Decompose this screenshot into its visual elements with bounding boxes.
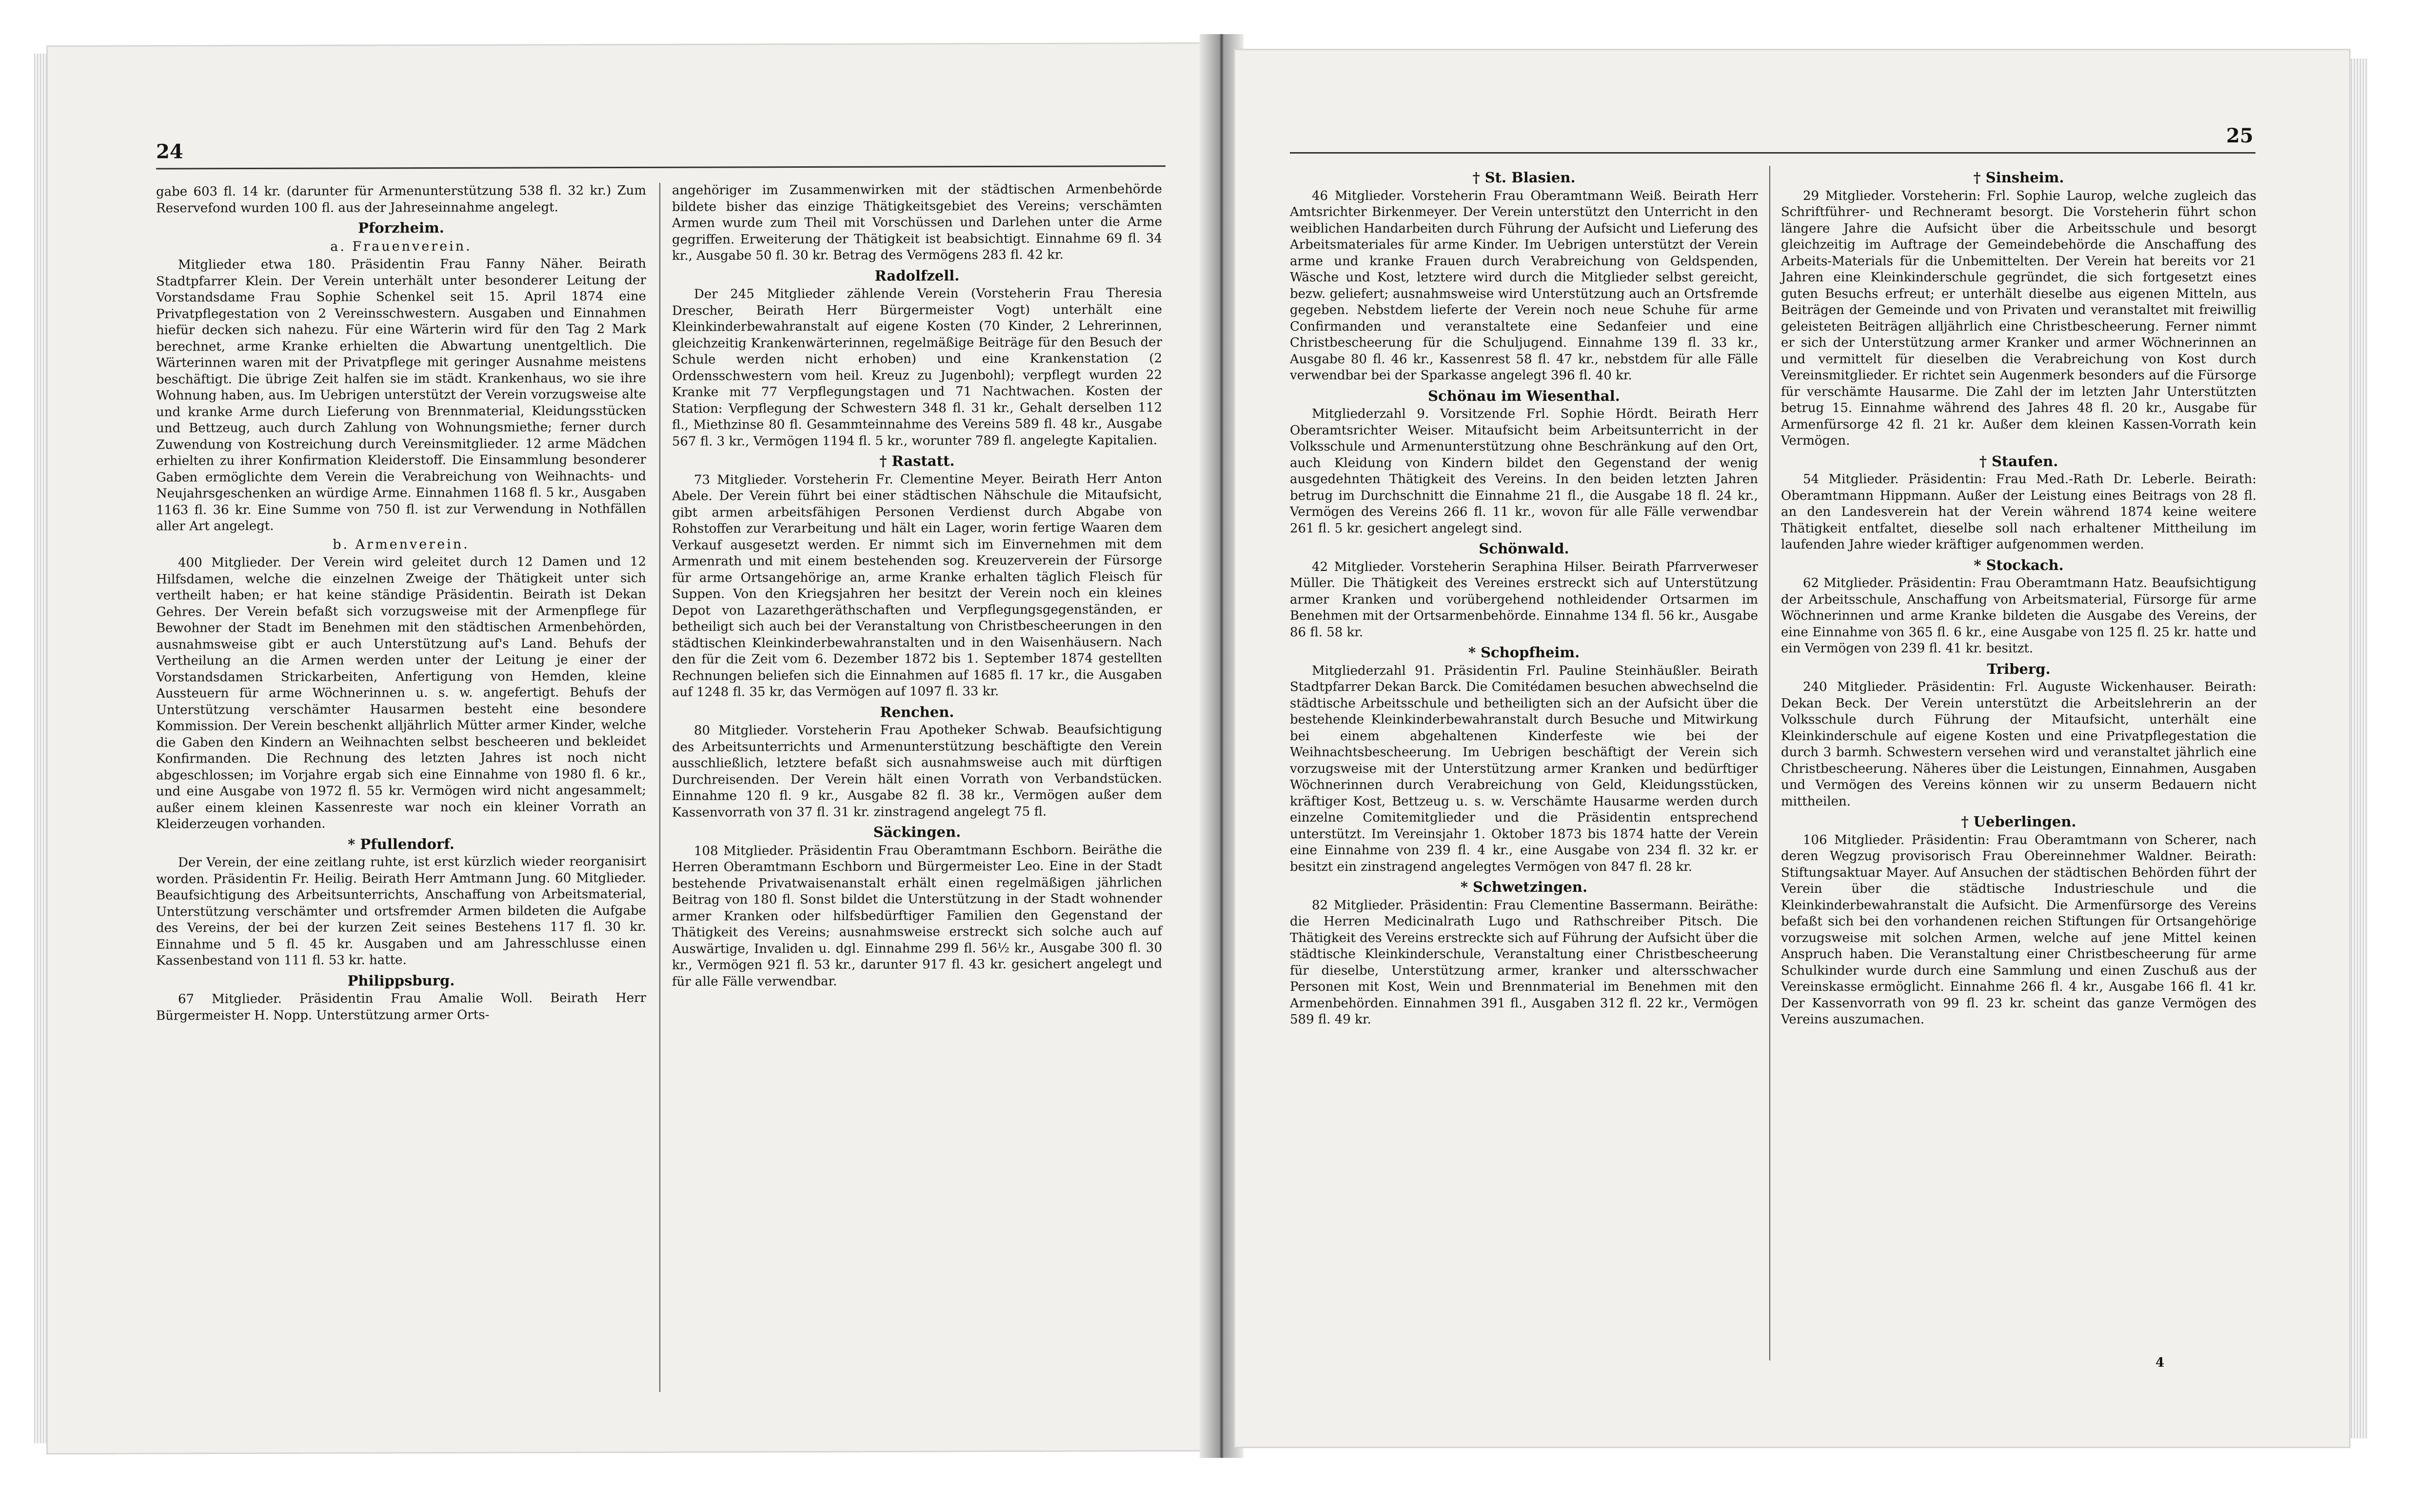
section-heading: a. Frauenverein. (330, 238, 472, 255)
section-heading: * Schwetzingen. (1460, 879, 1588, 895)
section-heading: Pforzheim. (358, 219, 444, 236)
paragraph: angehöriger im Zusammenwirken mit der städtischen Armenbehörde bildete bisher das einzige Thätigkeitsgebiet des Vereins; verschämten Armen wurde zum Theil mit Vorschüssen und Darlehen unter die Arme gegriffen. Erweiterung der Thätigkeit ist beabsichtigt. Einnahme 69 fl. 34 kr., Ausgabe 50 fl. 30 kr. Betrag des Vermögens 283 fl. 42 kr. (672, 182, 1162, 263)
page-number-left: 24 (156, 140, 183, 163)
left-page (46, 42, 1209, 1454)
paragraph: gabe 603 fl. 14 kr. (darunter für Armenunterstützung 538 fl. 32 kr.) Zum Reservefond wurden 100 fl. aus der Jahreseinnahme angelegt. (156, 183, 646, 216)
section-heading: Radolfzell. (874, 267, 960, 284)
section-heading: * Stockach. (1974, 556, 2064, 573)
paragraph: Mitgliederzahl 91. Präsidentin Frl. Pauline Steinhäußler. Beirath Stadtpfarrer Dekan Barck. Die Comitédamen besuchen abwechselnd die städtische Arbeitsschule und betheiligten sich an der Aufsicht über die bestehende Kleinkinderbewahranstalt durch Besuche und Mitwirkung bei einem abgehaltenen Kinderfeste wie bei der Weihnachtsbescheerung. Im Uebrigen beschäftigt der Verein sich vorzugsweise mit der Unterstützung armer Kranken und bedürftiger Wöchnerinnen durch Verabreichung von Geld, Kleidungsstücken, kräftiger Kost, Bettzeug u. s. w. Verschämte Hausarme werden durch einzelne Comitemitglieder und die Präsidentin entsprechend unterstützt. Im Vereinsjahr 1. Oktober 1873 bis 1874 hatte der Verein eine Einnahme von 239 fl. 4 kr., eine Ausgabe von 234 fl. 32 kr. er besitzt ein zinstragend angelegtes Vermögen von 847 fl. 28 kr. (1290, 663, 1758, 874)
right-column-1 (1290, 166, 1758, 1028)
section-heading: * Schopfheim. (1468, 644, 1580, 661)
paragraph: 106 Mitglieder. Präsidentin: Frau Oberamtmann von Scherer, nach deren Wegzug provisorisch Frau Obereinnehmer Waldner. Beirath: Stiftungsaktuar Mayer. Auf Ansuchen der städtischen Behörden führt der Verein über die städtische Industrieschule und die Kleinkinderbewahranstalt die Aufsicht. Die Armenfürsorge des Vereins befaßt sich bei den vorhandenen reichen Stiftungen für Ortsangehörige vorzugsweise mit solchen Armen, welche auf jene Mittel keinen Anspruch haben. Die Veranstaltung einer Christbescheerung für arme Schulkinder wurde durch eine Sammlung und einen Zuschuß aus der Vereinskasse ermöglicht. Einnahme 266 fl. 4 kr., Ausgabe 166 fl. 41 kr. Der Kassenvorrath von 99 fl. 23 kr. scheint das ganze Vermögen des Vereins auszumachen. (1781, 832, 2256, 1027)
section-heading: † Ueberlingen. (1961, 813, 2076, 830)
paragraph: 73 Mitglieder. Vorsteherin Fr. Clementine Meyer. Beirath Herr Anton Abele. Der Verein führt bei einer städtischen Nähschule die Mitaufsicht, gibt armen arbeitsfähigen Personen Verdienst durch Abgabe von Rohstoffen zur Verarbeitung und hält ein Lager, worin fertige Waaren dem Verkauf ausgesetzt werden. Er nimmt sich im Einvernehmen mit dem Armenrath und mit einem bestehenden sog. Kreuzerverein der Fürsorge für arme Ortsangehörige an, arme Kranke erhalten täglich Fleisch für Suppen. Von den Kriegsjahren her besitzt der Verein noch ein kleines Depot von Lazarethgeräthschaften und Verpflegungsgegenständen, er betheiligt sich auch bei der Veranstaltung von Christbescheerungen in den städtischen Kleinkinderbewahranstalten und in den Waisenhäusern. Nach den für die Zeit vom 6. Dezember 1872 bis 1. September 1874 gestellten Rechnungen beliefen sich die Einnahmen auf 1685 fl. 17 kr., die Ausgaben auf 1248 fl. 35 kr, das Vermögen auf 1097 fl. 33 kr. (672, 471, 1162, 700)
left-column-2 (672, 181, 1162, 990)
paragraph: 82 Mitglieder. Präsidentin: Frau Clementine Bassermann. Beiräthe: die Herren Medicinalrath Lugo und Rathschreiber Pitsch. Die Thätigkeit des Vereins erstreckte sich auf Führung der Aufsicht über die städtische Kleinkinderschule, Veranstaltung einer Christbescheerung für dieselbe, Unterstützung armer, kranker und altersschwacher Personen mit Kost, Wein und Brennmaterial im Benehmen mit den Armenbehörden. Einnahmen 391 fl., Ausgaben 312 fl. 22 kr., Vermögen 589 fl. 49 kr. (1290, 898, 1758, 1027)
paragraph: 80 Mitglieder. Vorsteherin Frau Apotheker Schwab. Beaufsichtigung des Arbeitsunterrichts und Armenunterstützung beschäftigte den Verein ausschließlich, letztere befaßt sich ausnahmsweise auch mit dürftigen Durchreisenden. Der Verein hält einen Vorrath von Verbandstücken. Einnahme 120 fl. 9 kr., Ausgabe 82 fl. 38 kr., Vermögen außer dem Kassenvorrath von 37 fl. 31 kr. zinstragend angelegt 75 fl. (672, 722, 1162, 820)
paragraph: 46 Mitglieder. Vorsteherin Frau Oberamtmann Weiß. Beirath Herr Amtsrichter Birkenmeyer. Der Verein unterstützt den Unterricht in den weiblichen Handarbeiten durch Führung der Aufsicht und Lieferung des Arbeitsmateriales für arme Kinder. Im Uebrigen unterstützt der Verein arme und kranke Frauen durch Verabreichung von Geldspenden, Wäsche und Kost, letztere wird durch die Mitglieder selbst gereicht, bezw. geliefert; ausnahmsweise wird Unterstützung auch an Ortsfremde gegeben. Nebstdem lieferte der Verein noch neue Schuhe für arme Confirmanden und veranstaltete eine Sedanfeier und eine Christbescheerung für die Schuljugend. Einnahme 139 fl. 33 kr., Ausgabe 80 fl. 46 kr., Kassenrest 58 fl. 47 kr., nebstdem für alle Fälle verwendbar bei der Sparkasse angelegt 396 fl. 40 kr. (1290, 188, 1758, 383)
section-heading: * Pfullendorf. (348, 835, 455, 853)
column-divider-right (1769, 166, 1770, 1360)
paragraph: 400 Mitglieder. Der Verein wird geleitet durch 12 Damen und 12 Hilfsdamen, welche die einzelnen Zweige der Thätigkeit unter sich vertheilt haben; er hat keine ständige Präsidentin. Beirath ist Dekan Gehres. Der Verein befaßt sich vorzugsweise mit der Armenpflege für Bewohner der Stadt im Benehmen mit den städtischen Armenbehörden, ausnahmsweise gibt er auch Unterstützung auf's Land. Behufs der Vertheilung an die Armen werden unter der Leitung je einer der Vorstandsdamen Strickarbeiten, Anfertigung von Hemden, kleine Aussteuern für arme Wöchnerinnen u. s. w. angefertigt. Behufs der Unterstützung verschämter Hausarmen besteht eine besondere Kommission. Der Verein beschenkt alljährlich Mütter armer Kinder, welche die Gaben den Kindern an Weihnachten selbst bescheeren und bekleidet Konfirmanden. Die Rechnung des letzten Jahres ist noch nicht abgeschlossen; im Vorjahre ergab sich eine Einnahme von 1980 fl. 6 kr., und eine Ausgabe von 1972 fl. 55 kr. Vermögen wird nicht angesammelt; außer einem kleinen Kassenreste war noch ein kleiner Vorrath an Kleiderzeugen vorhanden. (156, 554, 646, 832)
section-heading: Säckingen. (873, 824, 961, 841)
left-column-1 (156, 183, 646, 1024)
section-heading: Philippsburg. (347, 972, 455, 989)
section-heading: Renchen. (880, 703, 954, 721)
right-page-edges (2348, 59, 2368, 1438)
paragraph: Mitgliederzahl 9. Vorsitzende Frl. Sophie Hördt. Beirath Herr Oberamtsrichter Weiser. Mitaufsicht beim Arbeitsunterricht in der Volksschule und Armenunterstützung ohne Beschränkung auf den Ort, auch Kleidung von Kindern bildet den Gegenstand der wenig ausgedehnten Thätigkeit des Vereins. In den beiden letzten Jahren betrug im Durchschnitt die Einnahme 21 fl., die Ausgabe 18 fl. 24 kr., Vermögen des Vereins 266 fl. 11 kr., wovon für alle Fälle verwendbar 261 fl. 5 kr. gesichert angelegt sind. (1290, 407, 1758, 536)
column-divider-left (659, 183, 660, 1392)
header-rule-right (1290, 152, 2255, 154)
paragraph: Mitglieder etwa 180. Präsidentin Frau Fanny Näher. Beirath Stadtpfarrer Klein. Der Verein unterhält unter besonderer Leitung der Vorstandsdame Frau Sophie Schenkel seit 15. April 1874 eine Privatpflegestation von 2 Vereinsschwestern. Ausgaben und Einnahmen hiefür decken sich nahezu. Für eine Wärterin wird für den Tag 2 Mark berechnet, arme Kranke erhielten die Abwartung unentgeltlich. Die Wärterinnen waren mit der Privatpflege mit geringer Ausnahme meistens beschäftigt. Die übrige Zeit halfen sie im städt. Krankenhaus, wo sie ihre Wohnung haben, aus. Im Uebrigen unterstützt der Verein vorzugsweise alte und kranke Arme durch Lieferung von Brennmaterial, Kleidungsstücken und Bettzeug, auch durch Zahlung von Wohnungsmiethe; ferner durch Zuwendung von Kostreichung durch Vereinsmitglieder. 12 arme Mädchen erhielten zu ihrer Konfirmation Kleiderstoff. Die Einsammlung besonderer Gaben ermöglichte dem Verein die Verabreichung von Weihnachts- und Neujahrsgeschenken an würdige Arme. Einnahmen 1168 fl. 5 kr., Ausgaben 1163 fl. 36 kr. Eine Summe von 750 fl. ist zur Verwendung in Nothfällen aller Art angelegt. (156, 256, 646, 534)
section-heading: Schönwald. (1479, 540, 1569, 557)
section-heading: b. Armenverein. (333, 536, 470, 552)
page-number-right: 25 (2226, 124, 2254, 147)
section-heading: Schönau im Wiesenthal. (1428, 387, 1620, 404)
section-heading: Triberg. (1987, 660, 2051, 677)
section-heading: † Sinsheim. (1973, 169, 2064, 186)
right-page (1234, 49, 2351, 1448)
paragraph: 29 Mitglieder. Vorsteherin: Frl. Sophie Laurop, welche zugleich das Schriftführer- und Rechneramt besorgt. Die Vorsteherin führt schon längere Jahre die Aufsicht über die Arbeitsschule und besorgt gleichzeitig im Auftrage der Gemeindebehörde die Anschaffung des Arbeits-Materials für die Unbemittelten. Der Verein hat bereits vor 21 Jahren eine Kleinkinderschule gegründet, die sich fortgesetzt eines guten Besuchs erfreut; er unterhält dieselbe aus eigenen Mitteln, aus Beiträgen der Gemeinde und von Privaten und veranstaltet mit freiwillig geleisteten Beiträgen alljährlich eine Christbescheerung. Ferner nimmt er sich der Unterstützung armer Kranker und armer Wöchnerinnen an und vermittelt für dieselben die Verabreichung von Kost durch Vereinsmitglieder. Er richtet sein Augenmerk besonders auf die Fürsorge für verschämte Hausarme. Die Zahl der im letzten Jahr Unterstützten betrug 15. Einnahme während des Jahres 48 fl. 20 kr., Ausgabe für Armenfürsorge 42 fl. 21 kr. Außer dem kleinen Kassen-Vorrath kein Vermögen. (1781, 188, 2256, 448)
signature-mark: 4 (2155, 1355, 2165, 1370)
paragraph: 42 Mitglieder. Vorsteherin Seraphina Hilser. Beirath Pfarrverweser Müller. Die Thätigkeit des Vereines erstreckt sich auf Unterstützung armer Kranken und vorübergehend nothleidender Ortsarmen im Benehmen mit der Ortsarmenbehörde. Einnahme 134 fl. 56 kr., Ausgabe 86 fl. 58 kr. (1290, 559, 1758, 640)
section-heading: † St. Blasien. (1472, 169, 1576, 186)
paragraph: 62 Mitglieder. Präsidentin: Frau Oberamtmann Hatz. Beaufsichtigung der Arbeitsschule, Anschaffung von Arbeitsmaterial, Fürsorge für arme Wöchnerinnen und arme Kranke bildeten die Ausgabe des Vereins, der eine Einnahme von 365 fl. 6 kr., eine Ausgabe von 125 fl. 25 kr. hatte und ein Vermögen von 239 fl. 41 kr. besitzt. (1781, 576, 2256, 656)
section-heading: † Staufen. (1979, 452, 2058, 470)
paragraph: Der 245 Mitglieder zählende Verein (Vorsteherin Frau Theresia Drescher, Beirath Herr Bürgermeister Vogt) unterhält eine Kleinkinderbewahranstalt auf eigene Kosten (70 Kinder, 2 Lehrerinnen, gleichzeitig Krankenwärterinnen, regelmäßige Beiträge für den Besuch der Schule werden nicht erhoben) und eine Krankenstation (2 Ordensschwestern vom heil. Kreuz zu Jugenbohl); verpflegt wurden 22 Kranke mit 77 Verpflegungstagen und 71 Nachtwachen. Kosten der Station: Verpflegung der Schwestern 348 fl. 31 kr., Gehalt derselben 112 fl., Miethzinse 80 fl. Gesammteinnahme des Vereins 589 fl. 48 kr., Ausgabe 567 fl. 3 kr., Vermögen 1194 fl. 5 kr., worunter 789 fl. angelegte Kapitalien. (672, 286, 1162, 449)
paragraph: 108 Mitglieder. Präsidentin Frau Oberamtmann Eschborn. Beiräthe die Herren Oberamtmann Eschborn und Bürgermeister Leo. Eine in der Stadt bestehende Privatwaisenanstalt erhält einen regelmäßigen jährlichen Beitrag von 180 fl. Sonst bildet die Unterstützung in der Stadt wohnender armer Kranken oder hilfsbedürftiger Familien den Gegenstand der Thätigkeit des Vereins; ausnahmsweise erstreckt sich solche auch auf Auswärtige, Invaliden u. dgl. Einnahme 299 fl. 56½ kr., Ausgabe 300 fl. 30 kr., Vermögen 921 fl. 53 kr., darunter 917 fl. 43 kr. gesichert angelegt und für alle Fälle verwendbar. (672, 842, 1162, 989)
paragraph: 240 Mitglieder. Präsidentin: Frl. Auguste Wickenhauser. Beirath: Dekan Beck. Der Verein unterstützt die Arbeitslehrerin an der Volksschule durch Führung der Mitaufsicht, unterhält eine Kleinkinderschule auf eigene Kosten und eine Privatpflegestation die durch 3 barmh. Schwestern versehen wird und veranstaltet jährlich eine Christbescheerung. Näheres über die Leistungen, Einnahmen, Ausgaben und Vermögen des Vereins können wir zu unserm Bedauern nicht mittheilen. (1781, 680, 2256, 809)
paragraph: 54 Mitglieder. Präsidentin: Frau Med.-Rath Dr. Leberle. Beirath: Oberamtmann Hippmann. Außer der Leistung eines Beitrags von 28 fl. an den Landesverein hat der Verein während 1874 keine weitere Thätigkeit entfaltet, dieselbe soll nach erhaltener Mittheilung im laufenden Jahre wieder kräftiger aufgenommen werden. (1781, 472, 2256, 552)
section-heading: † Rastatt. (879, 452, 955, 470)
paragraph: Der Verein, der eine zeitlang ruhte, ist erst kürzlich wieder reorganisirt worden. Präsidentin Fr. Heilig. Beirath Herr Amtmann Jung. 60 Mitglieder. Beaufsichtigung des Arbeitsunterrichts, Anschaffung von Arbeitsmaterial, Unterstützung verschämter und ortsfremder Armen bildeten die Aufgabe des Vereins, der bei der kurzen Zeit seines Bestehens 117 fl. 30 kr. Einnahme und 5 fl. 45 kr. Ausgaben und am Jahresschlusse einen Kassenbestand von 111 fl. 53 kr. hatte. (156, 854, 646, 968)
header-rule-left (156, 165, 1166, 169)
right-column-2 (1781, 166, 2256, 1028)
paragraph: 67 Mitglieder. Präsidentin Frau Amalie Woll. Beirath Herr Bürgermeister H. Nopp. Unterstützung armer Orts- (156, 990, 646, 1023)
